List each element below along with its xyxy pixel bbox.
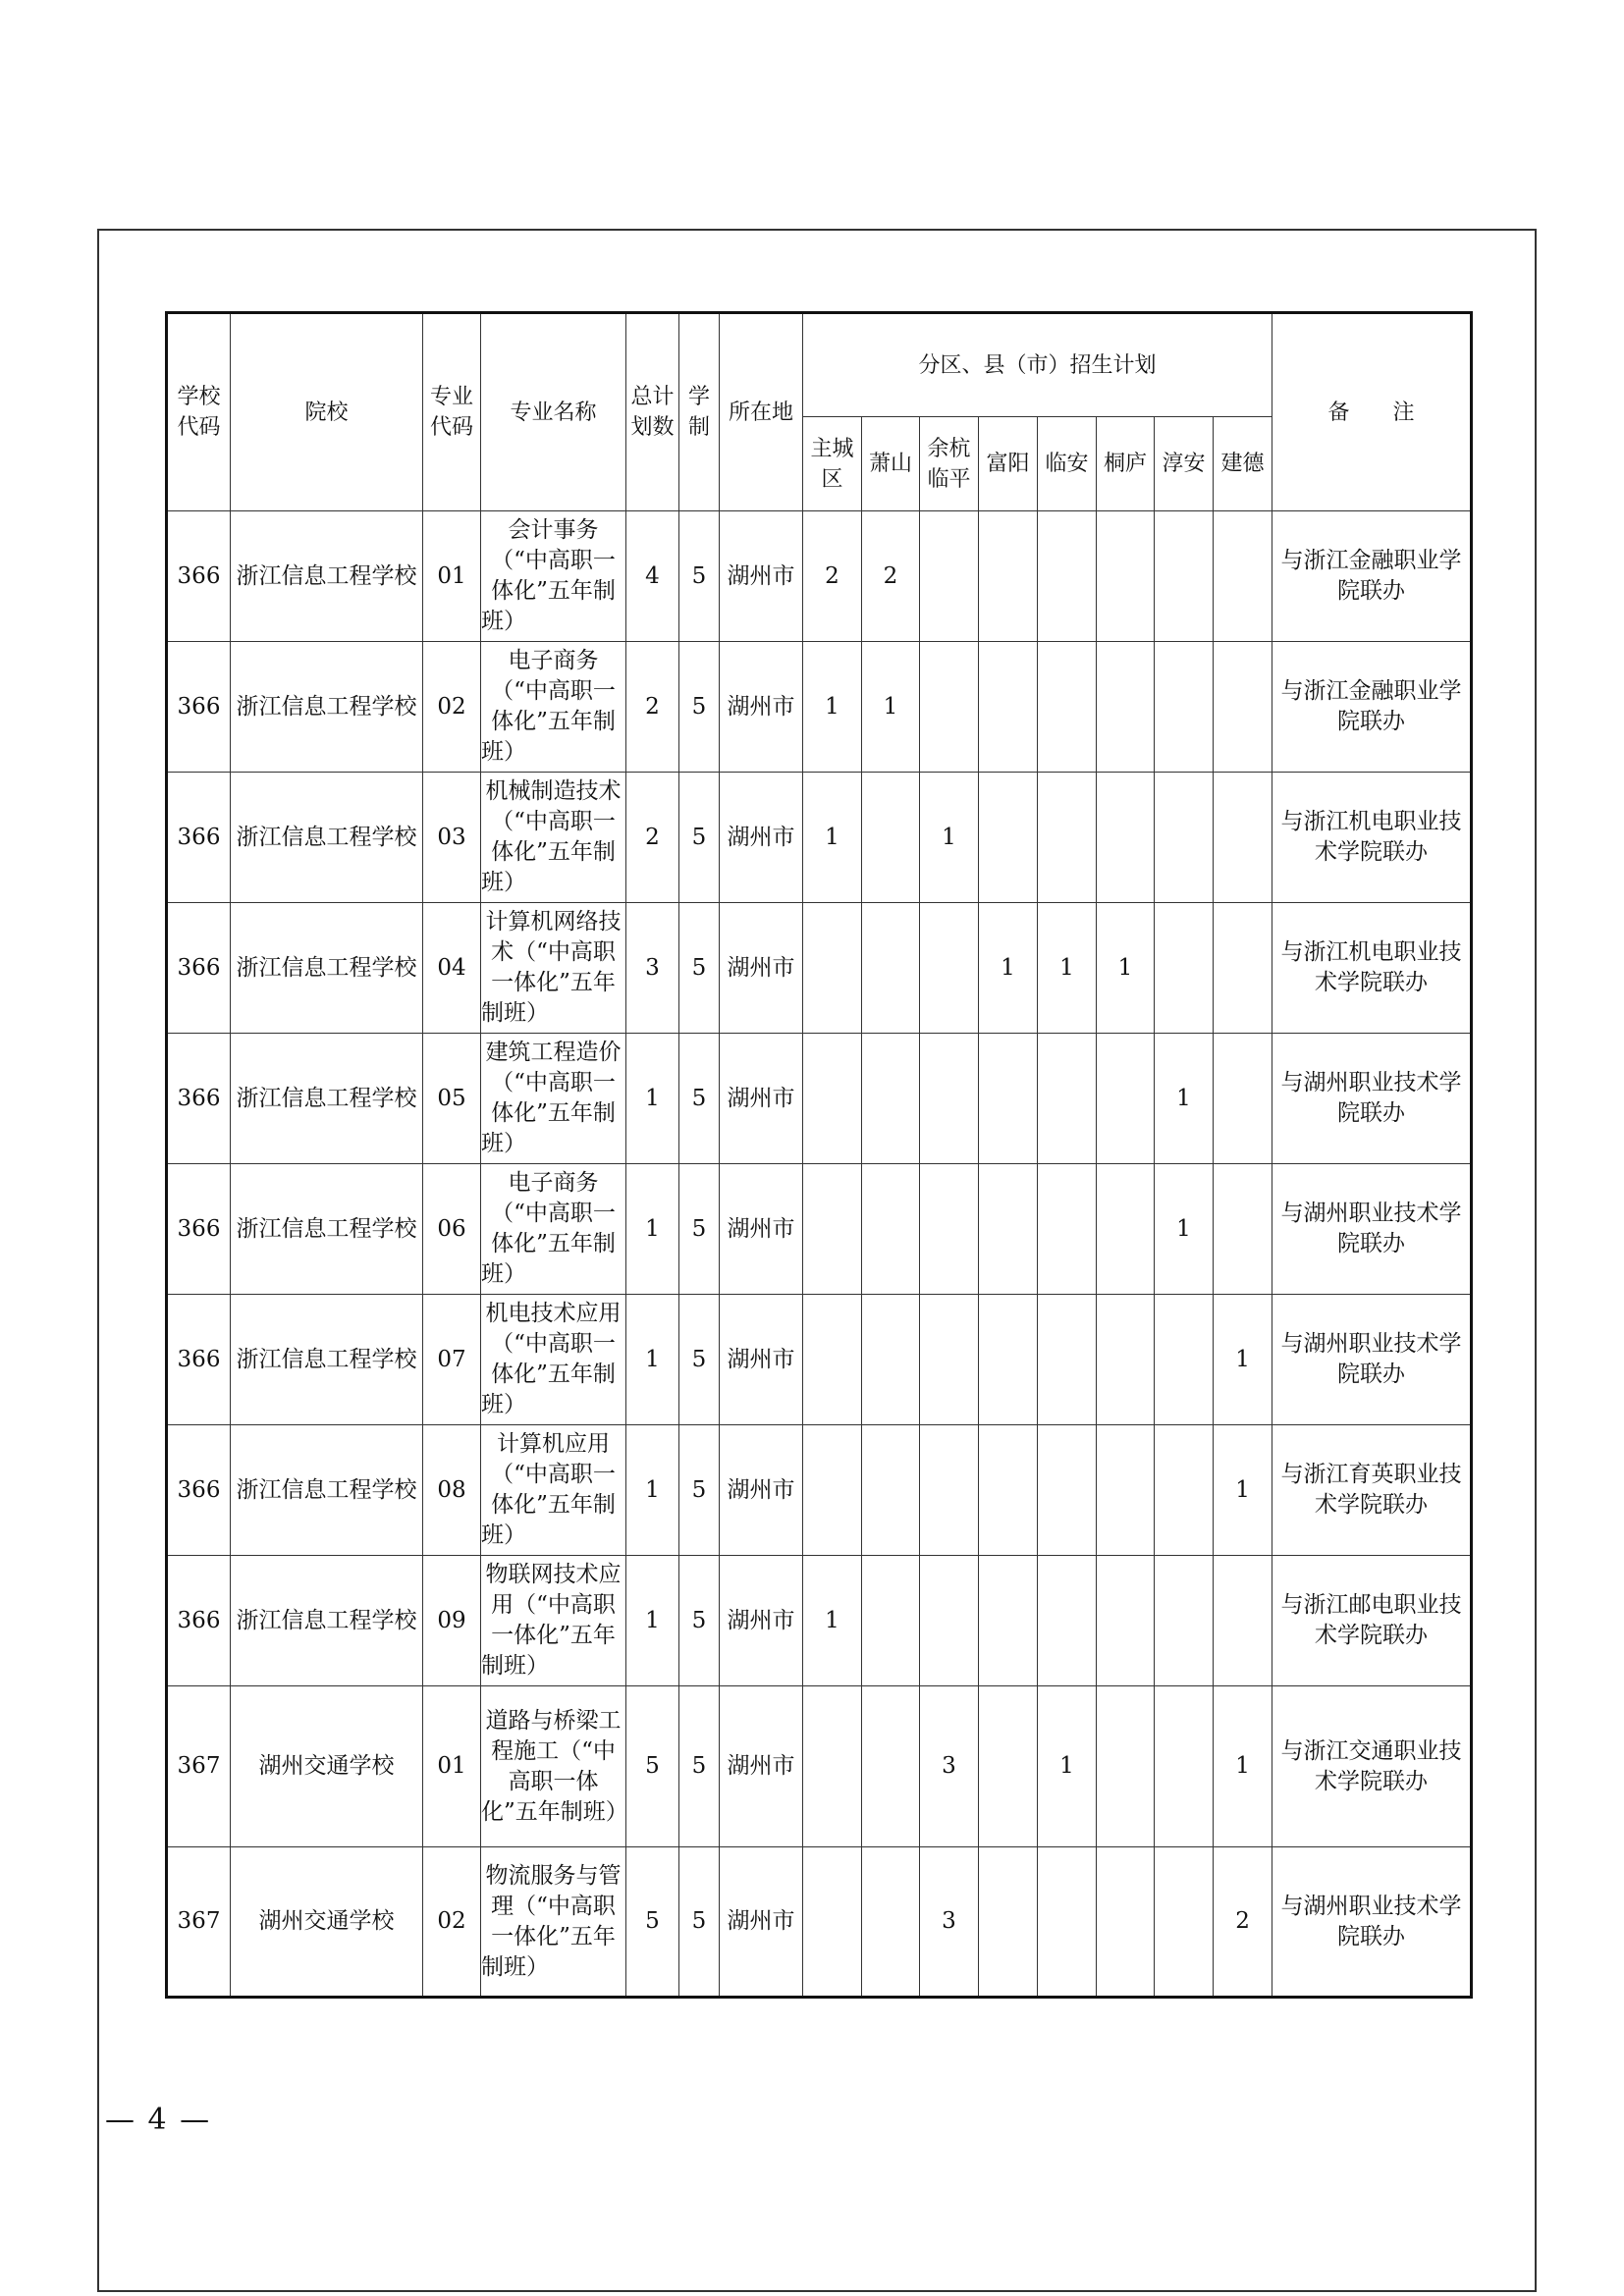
years-cell: 5 — [679, 1847, 720, 1998]
district-cell — [1038, 1034, 1097, 1164]
district-cell: 1 — [1214, 1686, 1272, 1847]
table-row — [167, 1164, 1472, 1295]
major-code-cell: 08 — [423, 1425, 481, 1556]
location-cell: 湖州市 — [720, 511, 803, 642]
header-district: 临安 — [1038, 417, 1097, 511]
district-cell — [979, 1034, 1038, 1164]
district-cell — [1214, 773, 1272, 903]
location-cell: 湖州市 — [720, 1556, 803, 1686]
location-cell: 湖州市 — [720, 1164, 803, 1295]
district-cell — [1038, 1425, 1097, 1556]
major-name-cell: 机械制造技术（“中高职一体化”五年制班） — [481, 773, 626, 903]
note-cell: 与浙江金融职业学院联办 — [1272, 642, 1472, 773]
district-cell: 3 — [920, 1847, 979, 1998]
total-cell: 2 — [626, 773, 679, 903]
major-code-cell: 02 — [423, 642, 481, 773]
table-row — [167, 1425, 1472, 1556]
school-cell: 湖州交通学校 — [231, 1847, 423, 1998]
district-cell — [1097, 1164, 1155, 1295]
district-cell — [920, 642, 979, 773]
note-cell: 与湖州职业技术学院联办 — [1272, 1034, 1472, 1164]
district-cell: 1 — [803, 773, 862, 903]
table-row — [167, 903, 1472, 1034]
district-cell: 2 — [1214, 1847, 1272, 1998]
years-cell: 5 — [679, 1034, 720, 1164]
major-code-cell: 09 — [423, 1556, 481, 1686]
location-cell: 湖州市 — [720, 642, 803, 773]
school-cell: 浙江信息工程学校 — [231, 773, 423, 903]
district-cell: 1 — [1214, 1425, 1272, 1556]
district-cell — [803, 1686, 862, 1847]
district-cell: 1 — [803, 1556, 862, 1686]
district-cell — [979, 642, 1038, 773]
district-cell — [920, 1425, 979, 1556]
district-cell — [862, 1295, 920, 1425]
school-code-cell: 366 — [167, 1556, 231, 1686]
district-cell — [1097, 773, 1155, 903]
district-cell — [803, 1164, 862, 1295]
district-cell — [862, 1034, 920, 1164]
header-district-group: 分区、县（市）招生计划 — [803, 313, 1272, 417]
district-cell — [920, 1034, 979, 1164]
district-cell: 2 — [803, 511, 862, 642]
district-cell — [1155, 511, 1214, 642]
major-name-cell: 道路与桥梁工程施工（“中高职一体化”五年制班） — [481, 1686, 626, 1847]
major-code-cell: 01 — [423, 511, 481, 642]
district-cell: 1 — [862, 642, 920, 773]
major-code-cell: 01 — [423, 1686, 481, 1847]
district-cell — [1155, 1295, 1214, 1425]
header-district: 富阳 — [979, 417, 1038, 511]
years-cell: 5 — [679, 1425, 720, 1556]
district-cell — [1097, 1686, 1155, 1847]
header-district: 建德 — [1214, 417, 1272, 511]
header-district: 淳安 — [1155, 417, 1214, 511]
total-cell: 2 — [626, 642, 679, 773]
school-code-cell: 366 — [167, 1425, 231, 1556]
school-cell: 浙江信息工程学校 — [231, 1295, 423, 1425]
total-cell: 4 — [626, 511, 679, 642]
district-cell — [979, 1425, 1038, 1556]
district-cell — [1097, 1034, 1155, 1164]
location-cell: 湖州市 — [720, 1425, 803, 1556]
table-row — [167, 1556, 1472, 1686]
district-cell — [1038, 511, 1097, 642]
note-cell: 与浙江邮电职业技术学院联办 — [1272, 1556, 1472, 1686]
district-cell: 1 — [1155, 1164, 1214, 1295]
district-cell — [1214, 511, 1272, 642]
district-cell — [862, 1686, 920, 1847]
header-major-name: 专业名称 — [481, 313, 626, 511]
major-code-cell: 06 — [423, 1164, 481, 1295]
district-cell — [1214, 903, 1272, 1034]
district-cell — [979, 1164, 1038, 1295]
page-number: — 4 — — [105, 2103, 212, 2137]
school-code-cell: 366 — [167, 511, 231, 642]
major-name-cell: 计算机应用（“中高职一体化”五年制班） — [481, 1425, 626, 1556]
location-cell: 湖州市 — [720, 903, 803, 1034]
district-cell — [1038, 773, 1097, 903]
district-cell — [1038, 642, 1097, 773]
district-cell — [1097, 1425, 1155, 1556]
major-name-cell: 物联网技术应用（“中高职一体化”五年制班） — [481, 1556, 626, 1686]
district-cell — [1155, 773, 1214, 903]
note-cell: 与浙江金融职业学院联办 — [1272, 511, 1472, 642]
district-cell — [1038, 1164, 1097, 1295]
school-cell: 浙江信息工程学校 — [231, 1034, 423, 1164]
district-cell — [1038, 1847, 1097, 1998]
district-cell: 1 — [1038, 903, 1097, 1034]
district-cell — [1155, 1556, 1214, 1686]
major-name-cell: 物流服务与管理（“中高职一体化”五年制班） — [481, 1847, 626, 1998]
total-cell: 5 — [626, 1847, 679, 1998]
school-cell: 湖州交通学校 — [231, 1686, 423, 1847]
district-cell — [979, 773, 1038, 903]
years-cell: 5 — [679, 1556, 720, 1686]
header-total: 总计划数 — [626, 313, 679, 511]
district-cell: 1 — [1155, 1034, 1214, 1164]
major-name-cell: 电子商务（“中高职一体化”五年制班） — [481, 1164, 626, 1295]
years-cell: 5 — [679, 642, 720, 773]
district-cell — [1097, 1556, 1155, 1686]
district-cell: 2 — [862, 511, 920, 642]
district-cell — [862, 1164, 920, 1295]
school-cell: 浙江信息工程学校 — [231, 1164, 423, 1295]
district-cell — [979, 1847, 1038, 1998]
school-cell: 浙江信息工程学校 — [231, 903, 423, 1034]
years-cell: 5 — [679, 1164, 720, 1295]
major-name-cell: 建筑工程造价（“中高职一体化”五年制班） — [481, 1034, 626, 1164]
table-row — [167, 642, 1472, 773]
district-cell — [1097, 511, 1155, 642]
district-cell — [1155, 1425, 1214, 1556]
district-cell: 1 — [1214, 1295, 1272, 1425]
header-row-1 — [167, 313, 1472, 417]
school-code-cell: 367 — [167, 1847, 231, 1998]
district-cell — [1097, 1295, 1155, 1425]
school-cell: 浙江信息工程学校 — [231, 1556, 423, 1686]
location-cell: 湖州市 — [720, 773, 803, 903]
note-cell: 与湖州职业技术学院联办 — [1272, 1164, 1472, 1295]
district-cell — [862, 1847, 920, 1998]
district-cell — [803, 1034, 862, 1164]
major-code-cell: 04 — [423, 903, 481, 1034]
note-cell: 与湖州职业技术学院联办 — [1272, 1847, 1472, 1998]
total-cell: 5 — [626, 1686, 679, 1847]
table-row — [167, 1295, 1472, 1425]
district-cell — [920, 511, 979, 642]
district-cell — [862, 1556, 920, 1686]
years-cell: 5 — [679, 511, 720, 642]
district-cell: 1 — [979, 903, 1038, 1034]
header-school-code: 学校代码 — [167, 313, 231, 511]
major-name-cell: 电子商务（“中高职一体化”五年制班） — [481, 642, 626, 773]
school-code-cell: 366 — [167, 1164, 231, 1295]
total-cell: 1 — [626, 1295, 679, 1425]
header-major-code: 专业代码 — [423, 313, 481, 511]
total-cell: 3 — [626, 903, 679, 1034]
note-cell: 与浙江育英职业技术学院联办 — [1272, 1425, 1472, 1556]
district-cell — [862, 1425, 920, 1556]
district-cell — [979, 1556, 1038, 1686]
district-cell — [979, 1295, 1038, 1425]
enrollment-plan-table — [165, 311, 1473, 1999]
total-cell: 1 — [626, 1034, 679, 1164]
header-district: 余杭临平 — [920, 417, 979, 511]
years-cell: 5 — [679, 1295, 720, 1425]
header-school: 院校 — [231, 313, 423, 511]
major-name-cell: 机电技术应用（“中高职一体化”五年制班） — [481, 1295, 626, 1425]
district-cell — [1155, 903, 1214, 1034]
major-code-cell: 07 — [423, 1295, 481, 1425]
district-cell — [920, 903, 979, 1034]
district-cell — [920, 1295, 979, 1425]
district-cell — [1155, 642, 1214, 773]
table-row — [167, 1686, 1472, 1847]
district-cell — [920, 1556, 979, 1686]
school-code-cell: 366 — [167, 903, 231, 1034]
district-cell — [1097, 1847, 1155, 1998]
school-cell: 浙江信息工程学校 — [231, 1425, 423, 1556]
district-cell — [1214, 1556, 1272, 1686]
major-code-cell: 05 — [423, 1034, 481, 1164]
note-cell: 与浙江机电职业技术学院联办 — [1272, 773, 1472, 903]
major-name-cell: 会计事务（“中高职一体化”五年制班） — [481, 511, 626, 642]
district-cell — [1214, 1034, 1272, 1164]
district-cell — [803, 1295, 862, 1425]
total-cell: 1 — [626, 1425, 679, 1556]
note-cell: 与浙江机电职业技术学院联办 — [1272, 903, 1472, 1034]
school-cell: 浙江信息工程学校 — [231, 511, 423, 642]
location-cell: 湖州市 — [720, 1034, 803, 1164]
district-cell: 1 — [920, 773, 979, 903]
school-code-cell: 366 — [167, 642, 231, 773]
school-code-cell: 366 — [167, 773, 231, 903]
table-row — [167, 1034, 1472, 1164]
district-cell: 1 — [1097, 903, 1155, 1034]
total-cell: 1 — [626, 1164, 679, 1295]
district-cell — [1155, 1686, 1214, 1847]
table-row — [167, 1847, 1472, 1998]
school-code-cell: 366 — [167, 1034, 231, 1164]
school-cell: 浙江信息工程学校 — [231, 642, 423, 773]
header-district: 主城区 — [803, 417, 862, 511]
header-district: 萧山 — [862, 417, 920, 511]
district-cell — [979, 511, 1038, 642]
district-cell — [1155, 1847, 1214, 1998]
major-code-cell: 03 — [423, 773, 481, 903]
district-cell — [803, 903, 862, 1034]
district-cell — [1214, 1164, 1272, 1295]
district-cell — [1038, 1556, 1097, 1686]
major-code-cell: 02 — [423, 1847, 481, 1998]
header-location: 所在地 — [720, 313, 803, 511]
school-code-cell: 366 — [167, 1295, 231, 1425]
school-code-cell: 367 — [167, 1686, 231, 1847]
district-cell — [862, 903, 920, 1034]
district-cell — [979, 1686, 1038, 1847]
location-cell: 湖州市 — [720, 1847, 803, 1998]
major-name-cell: 计算机网络技术（“中高职一体化”五年制班） — [481, 903, 626, 1034]
years-cell: 5 — [679, 773, 720, 903]
table-row — [167, 511, 1472, 642]
location-cell: 湖州市 — [720, 1686, 803, 1847]
total-cell: 1 — [626, 1556, 679, 1686]
district-cell — [803, 1847, 862, 1998]
district-cell — [1097, 642, 1155, 773]
location-cell: 湖州市 — [720, 1295, 803, 1425]
header-note: 备 注 — [1272, 313, 1472, 511]
district-cell — [1214, 642, 1272, 773]
district-cell — [803, 1425, 862, 1556]
years-cell: 5 — [679, 1686, 720, 1847]
note-cell: 与浙江交通职业技术学院联办 — [1272, 1686, 1472, 1847]
district-cell — [1038, 1295, 1097, 1425]
district-cell: 3 — [920, 1686, 979, 1847]
header-years: 学制 — [679, 313, 720, 511]
district-cell — [862, 773, 920, 903]
note-cell: 与湖州职业技术学院联办 — [1272, 1295, 1472, 1425]
district-cell: 1 — [803, 642, 862, 773]
years-cell: 5 — [679, 903, 720, 1034]
district-cell: 1 — [1038, 1686, 1097, 1847]
table-row — [167, 773, 1472, 903]
district-cell — [920, 1164, 979, 1295]
header-district: 桐庐 — [1097, 417, 1155, 511]
